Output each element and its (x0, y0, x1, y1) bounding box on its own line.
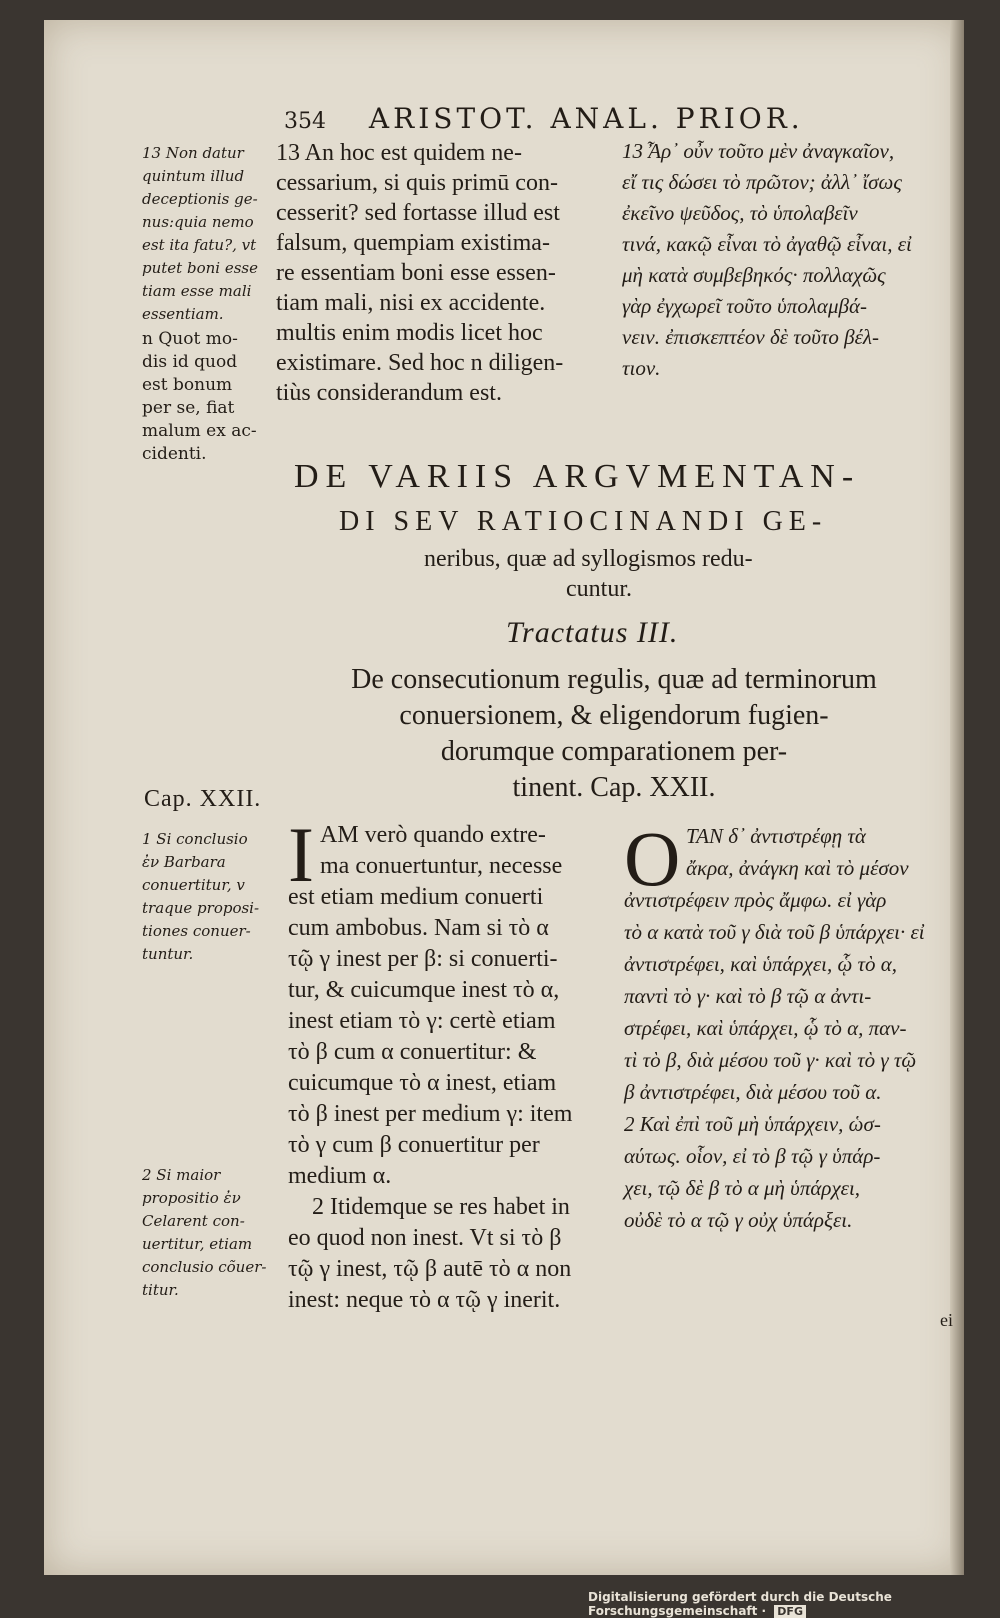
text-line: ἀντιστρέφειν πρὸς ἄμφω. εἰ γὰρ (624, 888, 887, 912)
text-line: αύτως. οἷον, εἰ τὸ β τῷ γ ὑπάρ- (624, 1144, 881, 1168)
text-line: cidenti. (142, 444, 207, 464)
margin-note-13 (142, 142, 282, 326)
section-title-line2: DI SEV RATIOCINANDI GE- (339, 506, 828, 537)
text-line: inest etiam τὸ γ: certè etiam (288, 1008, 556, 1034)
text-line: conuertitur, v (142, 876, 245, 894)
text-line: est bonum (142, 375, 233, 395)
page-number: 354 (284, 109, 326, 134)
footer-text: Digitalisierung gefördert durch die Deutsche Forschungsgemeinschaft · (588, 1590, 892, 1618)
text-line: τὸ α κατὰ τοῦ γ διὰ τοῦ β ὑπάρχει· εἰ (624, 920, 925, 944)
text-line: Celarent con- (142, 1212, 245, 1230)
text-line: τινά, κακῷ εἶναι τὸ ἀγαθῷ εἶναι, εἰ (622, 232, 912, 256)
text-line: tiam esse mali (142, 282, 252, 300)
greek-column-top (622, 136, 942, 384)
text-line: ἐν Barbara (142, 853, 226, 871)
text-line: re essentiam boni esse essen- (276, 260, 556, 286)
text-line: ΤΑΝ δ᾽ ἀντιστρέφῃ τὰ (686, 824, 866, 848)
text-line: ἐκεῖνο ψεῦδος, τὸ ὑπολαβεῖν (622, 201, 858, 225)
running-title: ARISTOT. ANAL. PRIOR. (368, 102, 804, 135)
text-line: cesserit? sed fortasse illud est (276, 200, 560, 226)
text-line: τὸ β inest per medium γ: item (288, 1101, 573, 1127)
dropcap-greek: O (624, 815, 681, 902)
text-line: malum ex ac- (142, 421, 257, 441)
text-line: est etiam medium conuerti (288, 884, 544, 910)
text-line: 2 Καὶ ἐπὶ τοῦ μὴ ὑπάρχειν, ὡσ- (624, 1112, 881, 1136)
text-line: τιον. (622, 356, 661, 380)
tractatus-heading: Tractatus III. (506, 616, 679, 649)
section-title-line3: neribus, quæ ad syllogismos redu- (424, 546, 753, 572)
text-line: dis id quod (142, 352, 238, 372)
text-line: 2 Si maior (142, 1166, 221, 1184)
text-line: deceptionis ge- (142, 190, 258, 208)
text-line: conclusio cõuer- (142, 1258, 267, 1276)
text-line: inest: neque τὸ α τῷ γ inerit. (288, 1287, 561, 1313)
text-line: cuicumque τὸ α inest, etiam (288, 1070, 557, 1096)
text-line: οὐδὲ τὸ α τῷ γ οὐχ ὑπάρξει. (624, 1208, 853, 1232)
text-line: tuntur. (142, 945, 194, 963)
chapter-label-margin: Cap. XXII. (144, 786, 262, 812)
text-line: dorumque comparationem per- (440, 736, 788, 767)
text-line: χει, τῷ δὲ β τὸ α μὴ ὑπάρχει, (624, 1176, 861, 1200)
dropcap-latin: I (288, 811, 314, 898)
text-line: cum ambobus. Nam si τὸ α (288, 915, 549, 941)
text-line: tiam mali, nisi ex accidente. (276, 290, 546, 316)
text-line: στρέφει, καὶ ὑπάρχει, ᾧ τὸ α, παν- (624, 1016, 907, 1040)
text-line: cessarium, si quis primū con- (276, 170, 558, 196)
text-line: γὰρ ἐγχωρεῖ τοῦτο ὑπολαμβά- (622, 294, 867, 318)
section-title-line4: cuntur. (566, 576, 632, 602)
text-line: ἄκρα, ἀνάγκη καὶ τὸ μέσον (686, 856, 909, 880)
greek-column-bottom (624, 815, 944, 1236)
text-line: ἀντιστρέφει, καὶ ὑπάρχει, ᾧ τὸ α, (624, 952, 898, 976)
text-line: multis enim modis licet hoc (276, 320, 543, 346)
text-line: conuersionem, & eligendorum fugien- (399, 700, 829, 731)
text-line: titur. (142, 1281, 179, 1299)
text-line: τῷ γ inest, τῷ β autē τὸ α non (288, 1256, 572, 1282)
chapter-subtitle (294, 662, 934, 806)
margin-note-1 (142, 828, 282, 966)
latin-column-bottom (288, 811, 618, 1316)
text-line: τῷ γ inest per β: si conuerti- (288, 946, 558, 972)
running-header (284, 102, 904, 135)
text-line: putet boni esse (142, 259, 258, 277)
text-line: essentiam. (142, 305, 224, 323)
margin-note-n (142, 328, 282, 466)
latin-column-top (276, 138, 616, 408)
text-line: νειν. ἐπισκεπτέον δὲ τοῦτο βέλ- (622, 325, 880, 349)
text-line: falsum, quempiam existima- (276, 230, 550, 256)
text-line: AM verò quando extre- (320, 822, 546, 848)
text-line: est ita fatu?, vt (142, 236, 257, 254)
text-line: n Quot mo- (142, 329, 238, 349)
signature-mark: ei (940, 1310, 953, 1330)
text-line: medium α. (288, 1163, 392, 1189)
text-line: uertitur, etiam (142, 1235, 253, 1253)
text-line: β ἀντιστρέφει, διὰ μέσου τοῦ α. (624, 1080, 882, 1104)
text-line: τὸ β cum α conuertitur: & (288, 1039, 537, 1065)
book-page (44, 20, 964, 1575)
text-line: tiones conuer- (142, 922, 251, 940)
text-line: ma conuertuntur, necesse (320, 853, 563, 879)
text-line: quintum illud (142, 167, 245, 185)
text-line: tiùs considerandum est. (276, 380, 502, 406)
text-line: 13 Non datur (142, 144, 244, 162)
text-line: μὴ κατὰ συμβεβηκός· πολλαχῶς (622, 263, 886, 287)
text-line: per se, fiat (142, 398, 235, 418)
text-line: tur, & cuicumque inest τὸ α, (288, 977, 560, 1003)
text-line: propositio ἐν (142, 1189, 241, 1207)
text-line: De consecutionum regulis, quæ ad terminorum (351, 664, 877, 695)
text-line: traque proposi- (142, 899, 260, 917)
text-line: τὸ γ cum β conuertitur per (288, 1132, 540, 1158)
text-line: nus:quia nemo (142, 213, 254, 231)
text-line: παντὶ τὸ γ· καὶ τὸ β τῷ α ἀντι- (624, 984, 872, 1008)
page-edge (950, 20, 964, 1575)
section-title-line1: DE VARIIS ARGVMENTAN- (294, 458, 861, 495)
text-line: eo quod non inest. Vt si τὸ β (288, 1225, 562, 1251)
digitization-footer (588, 1590, 1000, 1618)
dfg-logo: DFG (774, 1605, 806, 1618)
text-line: 2 Itidemque se res habet in (312, 1194, 570, 1220)
text-line: tinent. Cap. XXII. (512, 772, 716, 803)
text-line: 1 Si conclusio (142, 830, 248, 848)
text-line: 13 An hoc est quidem ne- (276, 140, 522, 166)
text-line: existimare. Sed hoc n diligen- (276, 350, 564, 376)
text-line: εἴ τις δώσει τὸ πρῶτον; ἀλλ᾽ ἴσως (622, 170, 902, 194)
margin-note-2 (142, 1164, 282, 1302)
text-line: τὶ τὸ β, διὰ μέσου τοῦ γ· καὶ τὸ γ τῷ (624, 1048, 917, 1072)
text-line: 13 Ἆρ᾽ οὖν τοῦτο μὲν ἀναγκαῖον, (622, 139, 895, 163)
